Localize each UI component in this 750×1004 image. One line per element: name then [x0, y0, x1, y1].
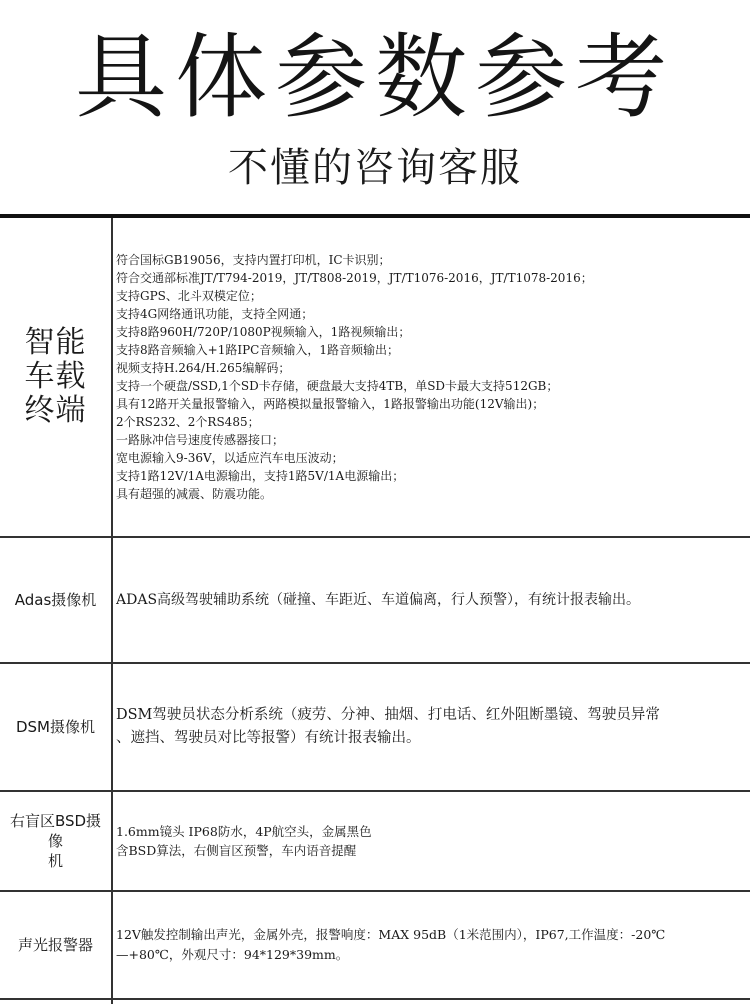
spec-line: —+80℃，外观尺寸：94*129*39mm。: [116, 947, 349, 962]
spec-line: 12V触发控制输出声光，金属外壳，报警响度：MAX 95dB（1米范围内），IP67,工作温度：-20℃: [116, 927, 666, 942]
spec-line: 符合国标GB19056，支持内置打印机，IC卡识别；: [116, 253, 391, 267]
spec-table: [0, 214, 750, 1000]
spec-line: ADAS高级驾驶辅助系统（碰撞、车距近、车道偏离，行人预警），有统计报表输出。: [116, 591, 641, 608]
row-content-dsm-camera: [116, 664, 750, 790]
spec-line: DSM驾驶员状态分析系统（疲劳、分神、抽烟、打电话、红外阻断墨镜、驾驶员异常: [116, 707, 660, 723]
spec-line: 支持8路960H/720P/1080P视频输入，1路视频输出；: [116, 325, 411, 339]
spec-line: 符合交通部标准JT/T794-2019，JT/T808-2019，JT/T1076-2016，JT/T1078-2016；: [116, 271, 593, 285]
row-content-alarm: [116, 892, 750, 998]
spec-line: 支持1路12V/1A电源输出，支持1路5V/1A电源输出；: [116, 469, 405, 483]
row-label-line: 车载: [24, 359, 87, 394]
row-content-adas-camera: [116, 538, 750, 662]
spec-line: 、遮挡、驾驶员对比等报警）有统计报表输出。: [116, 730, 421, 746]
page-subtitle: 不懂的咨询客服: [228, 145, 522, 191]
spec-line: 支持一个硬盘/SSD,1个SD卡存储，硬盘最大支持4TB，单SD卡最大支持512GB；: [116, 379, 559, 393]
column-divider: [111, 218, 113, 1004]
spec-line: 一路脉冲信号速度传感器接口；: [116, 433, 285, 447]
row-content-bsd-camera: [116, 792, 750, 890]
spec-line: 宽电源输入9-36V，以适应汽车电压波动；: [116, 451, 344, 465]
spec-line: 支持4G网络通讯功能，支持全网通；: [116, 307, 314, 321]
row-label-line: 右盲区BSD摄像: [9, 812, 102, 850]
spec-line: 含BSD算法，右侧盲区预警，车内语音提醒: [116, 843, 357, 858]
row-label-adas-camera: Adas摄像机: [14, 591, 97, 609]
row-label-smart-terminal: [0, 218, 111, 536]
row-label-line: 机: [47, 852, 63, 870]
row-label-bsd-camera: [0, 792, 111, 890]
spec-line: 视频支持H.264/H.265编解码；: [116, 361, 291, 375]
spec-line: 1.6mm镜头 IP68防水，4P航空头，金属黑色: [116, 824, 372, 839]
row-label-line: 智能: [24, 325, 87, 360]
spec-line: 具有超强的减震、防震功能。: [116, 487, 273, 501]
spec-line: 支持GPS、北斗双模定位；: [116, 289, 262, 303]
row-label-dsm-camera: DSM摄像机: [15, 718, 95, 736]
spec-line: 2个RS232、2个RS485；: [116, 415, 260, 429]
page-title: 具体参数参考: [74, 24, 675, 131]
row-label-line: 终端: [24, 393, 87, 428]
row-label-alarm: 声光报警器: [17, 936, 93, 954]
row-content-smart-terminal: [116, 218, 750, 536]
spec-line: 支持8路音频输入+1路IPC音频输入，1路音频输出；: [116, 343, 399, 357]
spec-line: 具有12路开关量报警输入，两路模拟量报警输入，1路报警输出功能(12V输出)；: [116, 397, 545, 411]
